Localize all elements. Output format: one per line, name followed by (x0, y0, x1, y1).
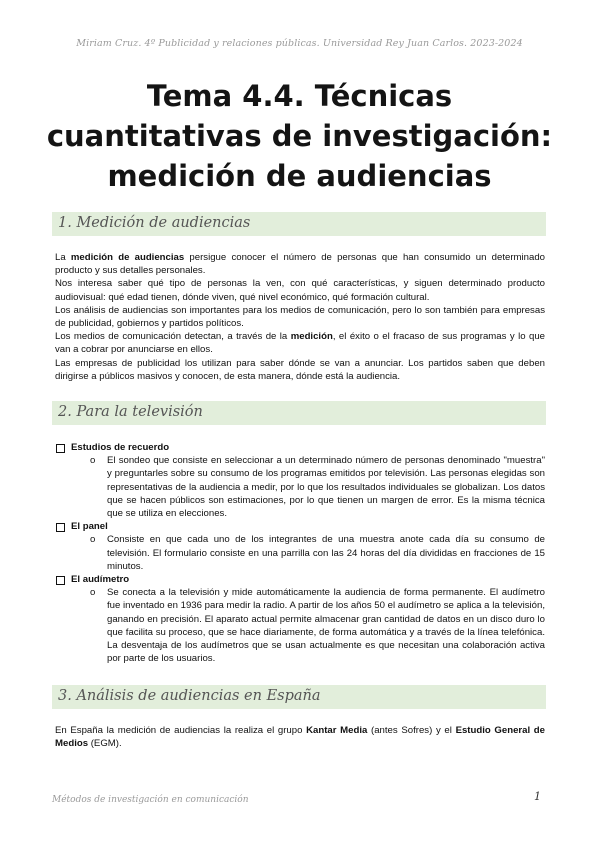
list-item-heading (55, 441, 545, 454)
section-heading-1-text: 1. Medición de audiencias (58, 215, 251, 231)
text: persigue conocer el número de personas que han consumido un determinado producto y sus detalles personales. (55, 252, 545, 277)
checkbox-bullet-icon (56, 523, 65, 532)
section-heading-3 (52, 685, 546, 709)
paragraph: Las empresas de publicidad los utilizan para saber dónde se van a anunciar. Los partidos saben que deben dirigirse a públicos masivos y conocen, de esta manera, dónde está la audiencia. (55, 357, 545, 382)
circle-bullet: o (90, 587, 96, 599)
item-title: El audímetro (71, 574, 130, 586)
list-item-heading (55, 573, 545, 586)
text: En España la medición de audiencias la realiza el grupo (55, 725, 307, 736)
paragraph (55, 724, 545, 750)
text: La (55, 252, 71, 263)
item-title: El panel (71, 521, 108, 533)
item-text: El sondeo que consiste en seleccionar a un determinado número de personas denominado "muestra" y preguntarles sobre su consumo de los programas emitidos por televisión. Las personas elegidas son representativas de la audiencia a medir, por lo que los resultados individuales se globalizan. Los datos que se hacen públicos son estimaciones, por lo que tienen un margen de error. Es la misma técnica que se utiliza en elecciones. (107, 455, 545, 520)
item-title: Estudios de recuerdo (71, 442, 170, 453)
page-header: Miriam Cruz. 4º Publicidad y relaciones públicas. Universidad Rey Juan Carlos. 2023-2024 (76, 38, 523, 49)
document-title: Tema 4.4. Técnicas cuantitativas de investigación: medición de audiencias (46, 79, 553, 193)
text: Los medios de comunicación detectan, a través de la (55, 331, 291, 343)
section-heading-3-text: 3. Análisis de audiencias en España (58, 688, 321, 704)
checkbox-bullet-icon (56, 576, 65, 585)
bold-term: medición de audiencias (70, 252, 185, 263)
paragraph (55, 330, 545, 356)
bold-term: medición (290, 331, 333, 343)
item-text: Consiste en que cada uno de los integrantes de una muestra anote cada día su consumo de televisión. El formulario consiste en una parrilla con las 24 horas del día divididas en fracciones de 15 minutos. (107, 534, 545, 572)
paragraph (55, 251, 545, 277)
list-subitem (55, 586, 545, 665)
paragraph: Nos interesa saber qué tipo de personas la ven, con qué características, y siguen determinado producto audiovisual: qué edad tienen, dónde viven, qué nivel económico, qué formación cultural. (55, 278, 545, 303)
bold-term: Kantar Media (306, 725, 368, 736)
section-2-list (55, 441, 545, 665)
list-item-heading (55, 520, 545, 533)
section-heading-2-text: 2. Para la televisión (58, 404, 203, 420)
list-subitem (55, 454, 545, 520)
page-footer: Métodos de investigación en comunicación (52, 795, 249, 805)
text: , el éxito o el fracaso de sus programas y lo que van a cobrar por anunciarse en ellos. (55, 331, 545, 356)
bold-term: Estudio General de Medios (55, 725, 546, 750)
section-3-body (55, 724, 545, 750)
circle-bullet: o (90, 534, 96, 546)
section-1-body (55, 251, 545, 383)
checkbox-bullet-icon (56, 444, 65, 453)
section-heading-1 (52, 212, 546, 236)
section-heading-2 (52, 401, 546, 425)
page-number: 1 (534, 790, 541, 803)
circle-bullet: o (90, 455, 96, 467)
item-text: Se conecta a la televisión y mide automáticamente la audiencia de forma permanente. El audímetro fue inventado en 1936 para medir la radio. A partir de los años 50 el audímetro se aplica a la televisión, ganando en precisión. El aparato actual permite almacenar gran cantidad de datos en un disco duro lo que facilita su proceso, que se hace diariamente, de forma automática y a través de la línea telefónica. La desventaja de los audímetros que se usan actualmente es que necesitan una colaboración activa por parte de los usuarios. (107, 587, 545, 665)
paragraph: Los análisis de audiencias son importantes para los medios de comunicación, pero lo son también para empresas de publicidad, gobiernos y partidos políticos. (55, 304, 545, 330)
text: (EGM). (88, 738, 122, 750)
list-subitem (55, 533, 545, 573)
text: (antes Sofres) y el (367, 725, 456, 736)
